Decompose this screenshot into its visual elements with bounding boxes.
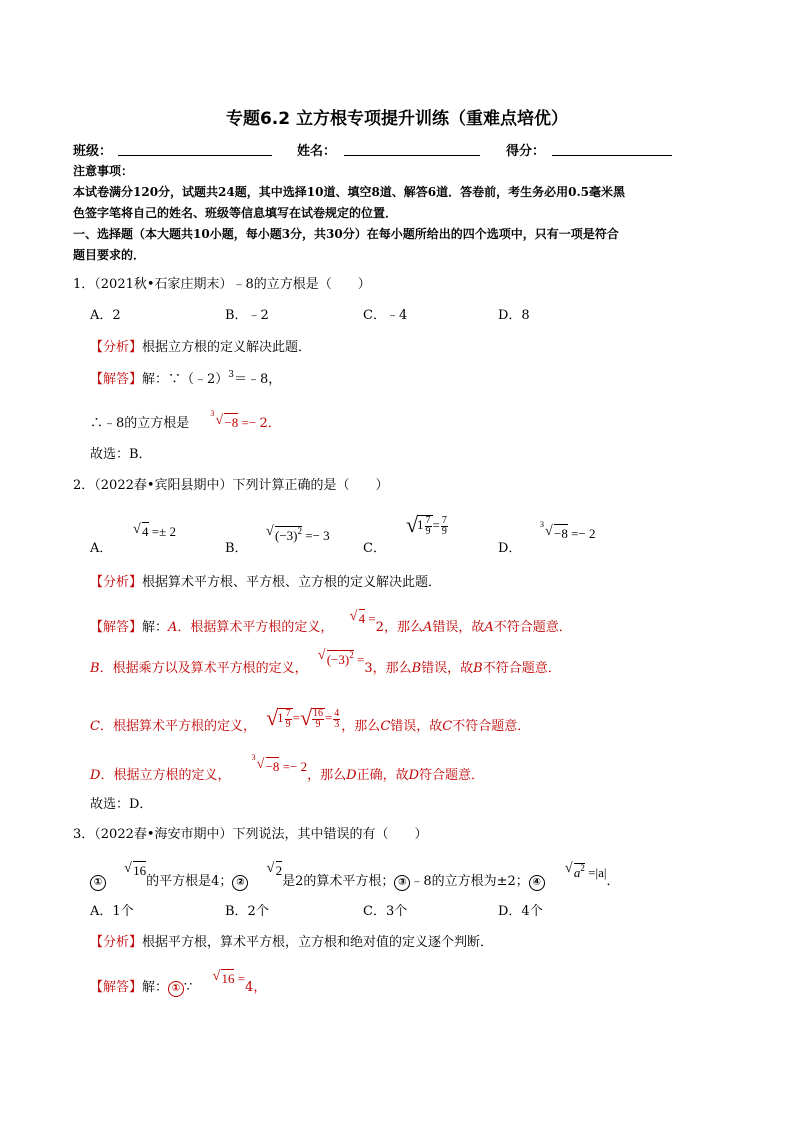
circled-number-icon: ①: [168, 981, 184, 997]
score-field[interactable]: [552, 141, 672, 156]
answer: 故选：B．: [90, 447, 152, 462]
option-c-math: √ 1 $\frac{7}{9}$ = $\frac{7}{9}$: [406, 512, 447, 537]
analysis-text: 根据立方根的定义解决此题．: [142, 340, 312, 355]
option-b-math: √ $(-3)^2 =- 3$: [266, 524, 330, 543]
statement-line: ① √ 16的平方根是4； ② √ 2是2的算术平方根； ③ ﹣8的立方根为±2； ④ √ $a^2 =|a|$．: [90, 870, 620, 891]
therefore-line: [90, 409, 281, 431]
name-field[interactable]: [344, 141, 480, 156]
score-label: 得分：: [506, 144, 546, 159]
option-d-letter: D．: [498, 541, 522, 556]
analysis: 【分析】根据平方根，算术平方根，立方根和绝对值的定义逐个判断．: [90, 935, 494, 950]
section-heading: 题目要求的．: [73, 248, 146, 262]
analysis-tag: 【分析】: [90, 340, 143, 355]
option-c-letter: C．: [363, 541, 386, 556]
option-c: C．3个: [363, 904, 408, 919]
solution-line-b: B．根据乘方以及算术平方根的定义， √ $(-3)^2 =3$，那么B错误，故B不符合题意．: [90, 648, 561, 676]
solution: [90, 368, 281, 387]
page-title: 专题6.2 立方根专项提升训练（重难点培优）: [225, 109, 569, 129]
option-d: D．8: [498, 308, 530, 323]
circled-number-icon: ②: [232, 875, 248, 891]
option-b: B．﹣2: [225, 308, 269, 323]
question-stem: 2．（2022春•宾阳县期中）下列计算正确的是（ ）: [73, 478, 389, 493]
question-stem: 1．（2021秋•石家庄期末）﹣8的立方根是（ ）: [73, 277, 371, 292]
answer: 故选：D．: [90, 797, 153, 812]
therefore-result: 2．: [259, 416, 281, 431]
option-d: D．4个: [498, 904, 543, 919]
exponent: 3: [228, 370, 235, 380]
option-a-math: √ 4 =± 2: [133, 522, 176, 539]
section-heading: 一、选择题（本大题共10小题，每小题3分，共30分）在每小题所给出的四个选项中，只有一项是符合: [73, 227, 619, 241]
class-field[interactable]: [118, 141, 272, 156]
notice-line: 色签字笔将自己的姓名、班级等信息填写在试卷规定的位置．: [73, 206, 398, 220]
option-b: B．2个: [225, 904, 269, 919]
question-stem: 3．（2022春•海安市期中）下列说法，其中错误的有（ ）: [73, 827, 428, 842]
solution-line-a: 【解答】解：A．根据算术平方根的定义， √ 4 =2，那么A错误，故A不符合题意．: [90, 609, 572, 635]
analysis: [90, 336, 311, 355]
option-a: A．1个: [90, 904, 134, 919]
solution-line-d: D．根据立方根的定义， 3 √ −8 =− 2，那么D正确，故D符合题意．: [90, 753, 485, 783]
solution: 【解答】解： ① ∵ √ 16 =4，: [90, 969, 267, 995]
option-b-letter: B．: [225, 541, 248, 556]
solution-text: ＝﹣8，: [234, 372, 282, 387]
notice-line: 本试卷满分120分，试题共24题，其中选择10道、填空8道、解答6道．答卷前，考生务必用0.5毫米黑: [73, 185, 626, 199]
solution-tag: 【解答】: [90, 372, 143, 387]
option-a: A．2: [90, 308, 121, 323]
cube-root-expression: 3 √ −8 =−: [210, 409, 260, 430]
circled-number-icon: ③: [394, 875, 410, 891]
solution-text: 解：∵（﹣2）: [142, 372, 229, 387]
circled-number-icon: ④: [529, 875, 545, 891]
class-label: 班级：: [73, 144, 113, 159]
name-label: 姓名：: [297, 144, 337, 159]
circled-number-icon: ①: [90, 875, 106, 891]
therefore-text: ∴﹣8的立方根是: [90, 416, 190, 431]
solution-line-c: C．根据算术平方根的定义， √ 1 $\frac{7}{9}$ = √ $\frac{16}{9}$ = $\frac{4}{3}$ ，那么C错误，故C不符合题意．: [90, 704, 531, 734]
option-c: C．﹣4: [363, 308, 408, 323]
analysis: 【分析】根据算术平方根、平方根、立方根的定义解决此题．: [90, 575, 442, 590]
notice-title: 注意事项：: [73, 164, 134, 178]
option-d-math: 3 √ −8 =− 2: [540, 520, 596, 541]
option-a-letter: A．: [90, 541, 113, 556]
